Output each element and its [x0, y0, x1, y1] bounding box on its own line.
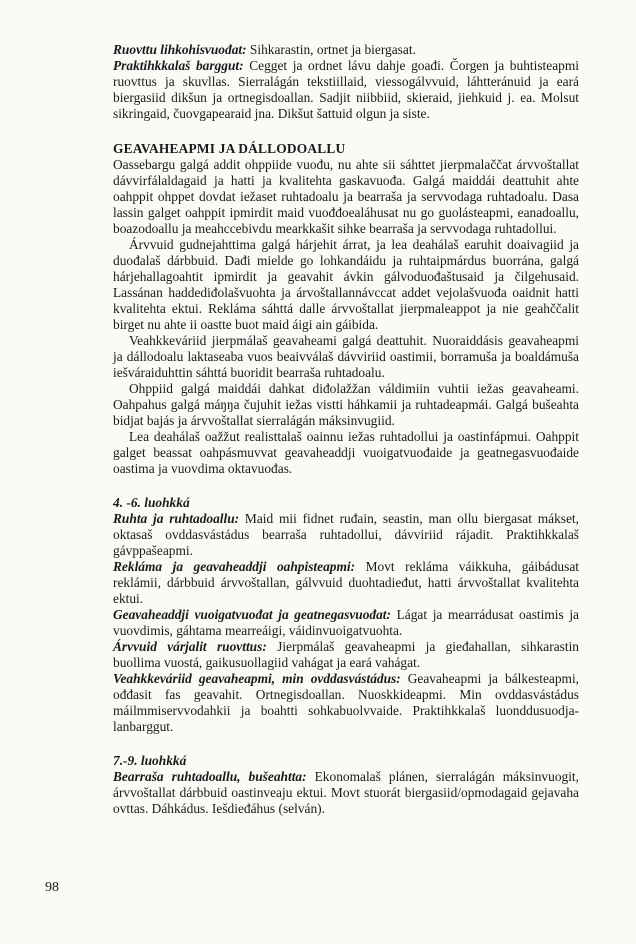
item-text: Maid mii fidnet ruđain, seastin, man ollu biergasat mákset, oktasaš ovddasvástádus bearraša ruhtadollui, dávviriid rájadit. Praktihkkalaš gávppašeapmi. [113, 511, 580, 558]
item-text: Lágat ja mearrádusat oastimis ja vuovdimis, gáhtama mearreáigi, váidinvuoigatvuohta. [113, 607, 579, 638]
item-heading: Praktihkkalaš barggut: [113, 58, 244, 73]
page-body [113, 42, 579, 817]
item-text: Sihkarastin, ortnet ja biergasat. [246, 42, 416, 57]
grade-heading: 4. -6. luohkká [113, 495, 190, 510]
item-text: Geavaheapmi ja bálkesteapmi, ođđasit fas geavahit. Ortnegisdoallan. Nuoskkideapmi. Min ovddasvástádus máilmmiservvodahkii ja boahtti sohkabuolvvaide. Praktihkkalaš luonddusuodjalanbarggut. [113, 671, 580, 734]
list-item [113, 511, 579, 559]
list-item [113, 639, 579, 671]
item-text: Cegget ja ordnet lávu dahje goađi. Čorgen ja buhtisteapmi ruovttus ja skuvllas. Sierralágán tekstiillaid, viessogálvvuid, láhtteránuid ja eará biergasiid dikšun ja ortnegisdoallan. Sadjit niibbiid, skieraid, jiehkuid j. ea. Molsut sikringaid, čuovgapearaid jna. Dikšut šattuid olgun ja siste. [113, 58, 579, 121]
item-heading: Ruhta ja ruhtadoallu: [113, 511, 240, 526]
list-item [113, 559, 579, 607]
page-number: 98 [45, 880, 59, 895]
item-text: Ekonomalaš plánen, sierralágán máksinvuogit, árvvoštallat dárbbuid oastinveaju ektui. Movt stuorát biergasiid/opmodagaid gejavaha ovttas. Dáhkádus. Iešdieđáhus (selván). [113, 769, 579, 816]
top-item [113, 42, 579, 58]
item-heading: Rekláma ja geavaheaddji oahpisteapmi: [113, 559, 356, 574]
item-heading: Veahkkeváriid geavaheapmi, min ovddasvástádus: [113, 671, 401, 686]
paragraph: Oassebargu galgá addit ohppiide vuođu, nu ahte sii sáhttet jierpmalaččat árvvoštallat dávvirfálaldagaid ja hatti ja kvalitehta gaskavuođa. Galgá maiddái deattuhit ahte oahppit ohppet dovdat iežaset ruhtadoalu ja bearraša ja servvodaga ruhtadoalu. Dasa lassin galget oahppit ipmirdit maid vuođđoealáhusat nu go guolásteapmi, eanadoallu, boazodoallu ja meahccebivdu mearkkašit sihke bearraša ja servvodaga ruhtadollui. [113, 157, 579, 236]
paragraph: Árvvuid gudnejahttima galgá hárjehit árrat, ja lea deahálaš earuhit doaivagiid ja duođalaš dárbbuid. Dađi mielde go lohkandáidu ja ruhtaipmárdus buorrána, galgá hárjehallagoahtit ipmirdit ja geavahit ávkin gálvoduođaštusaid ja čilgehusaid. Lassánan haddediđolašvuohta ja árvoštallannávccat addet vejolašvuođa oaidnit hatti kvalitehta ektui. Rekláma sáhttá dalle árvvoštallat jierpmaleappot ja nie geahččalit birget nu ahte ii oastte buot maid áigi ain gáibida. [113, 237, 579, 332]
paragraph: Lea deahálaš oažžut realisttalaš oainnu iežas ruhtadollui ja oastinfápmui. Oahppit galget beassat oahpásmuvvat geavaheaddji vuoigatvuođaide ja geatnegasvuođaide oastima ja vuovdima oktavuođas. [113, 429, 579, 476]
item-heading: Bearraša ruhtadoallu, bušeahtta: [113, 769, 307, 784]
grade-heading: 7.-9. luohkká [113, 753, 187, 768]
item-heading: Ruovttu lihkohisvuođat: [113, 42, 247, 57]
item-text: Movt rekláma váikkuha, gáibádusat reklámii, dárbbuid árvvoštallan, gálvvuid duohtadieđut, hatti árvvoštallat kvalitehta ektui. [113, 559, 579, 606]
paragraph: Veahkkeváriid jierpmálaš geavaheami galgá deattuhit. Nuoraiddásis geavaheapmi ja dállodoalu laktaseaba vuos beaivválaš dávviriid oastimii, borramuša ja boaldámuša iešváraiduhttin sáhttá buoridit bearraša ruhtadoalu. [113, 333, 579, 380]
top-item [113, 58, 579, 122]
item-heading: Geavaheaddji vuoigatvuođat ja geatnegasvuođat: [113, 607, 391, 622]
list-item [113, 671, 579, 735]
item-text: Jierpmálaš geavaheapmi ja gieđahallan, sihkarastin buollima vuostá, gaikusuollagiid vahágat ja eará vahágat. [113, 639, 579, 670]
list-item [113, 607, 579, 639]
section-heading: GEAVAHEAPMI JA DÁLLODOALLU [113, 141, 346, 156]
list-item [113, 769, 579, 817]
paragraph: Ohppiid galgá maiddái dahkat diđolažžan váldimiin vuhtii iežas geavaheami. Oahpahus galgá máŋŋa čujuhit iežas vistti háhkamii ja ruhtadeapmái. Galgá bušeahta bidjat bajás ja árvvoštallat sierralágán máksinvugiid. [113, 381, 579, 428]
item-heading: Árvvuid várjalit ruovttus: [113, 639, 267, 654]
